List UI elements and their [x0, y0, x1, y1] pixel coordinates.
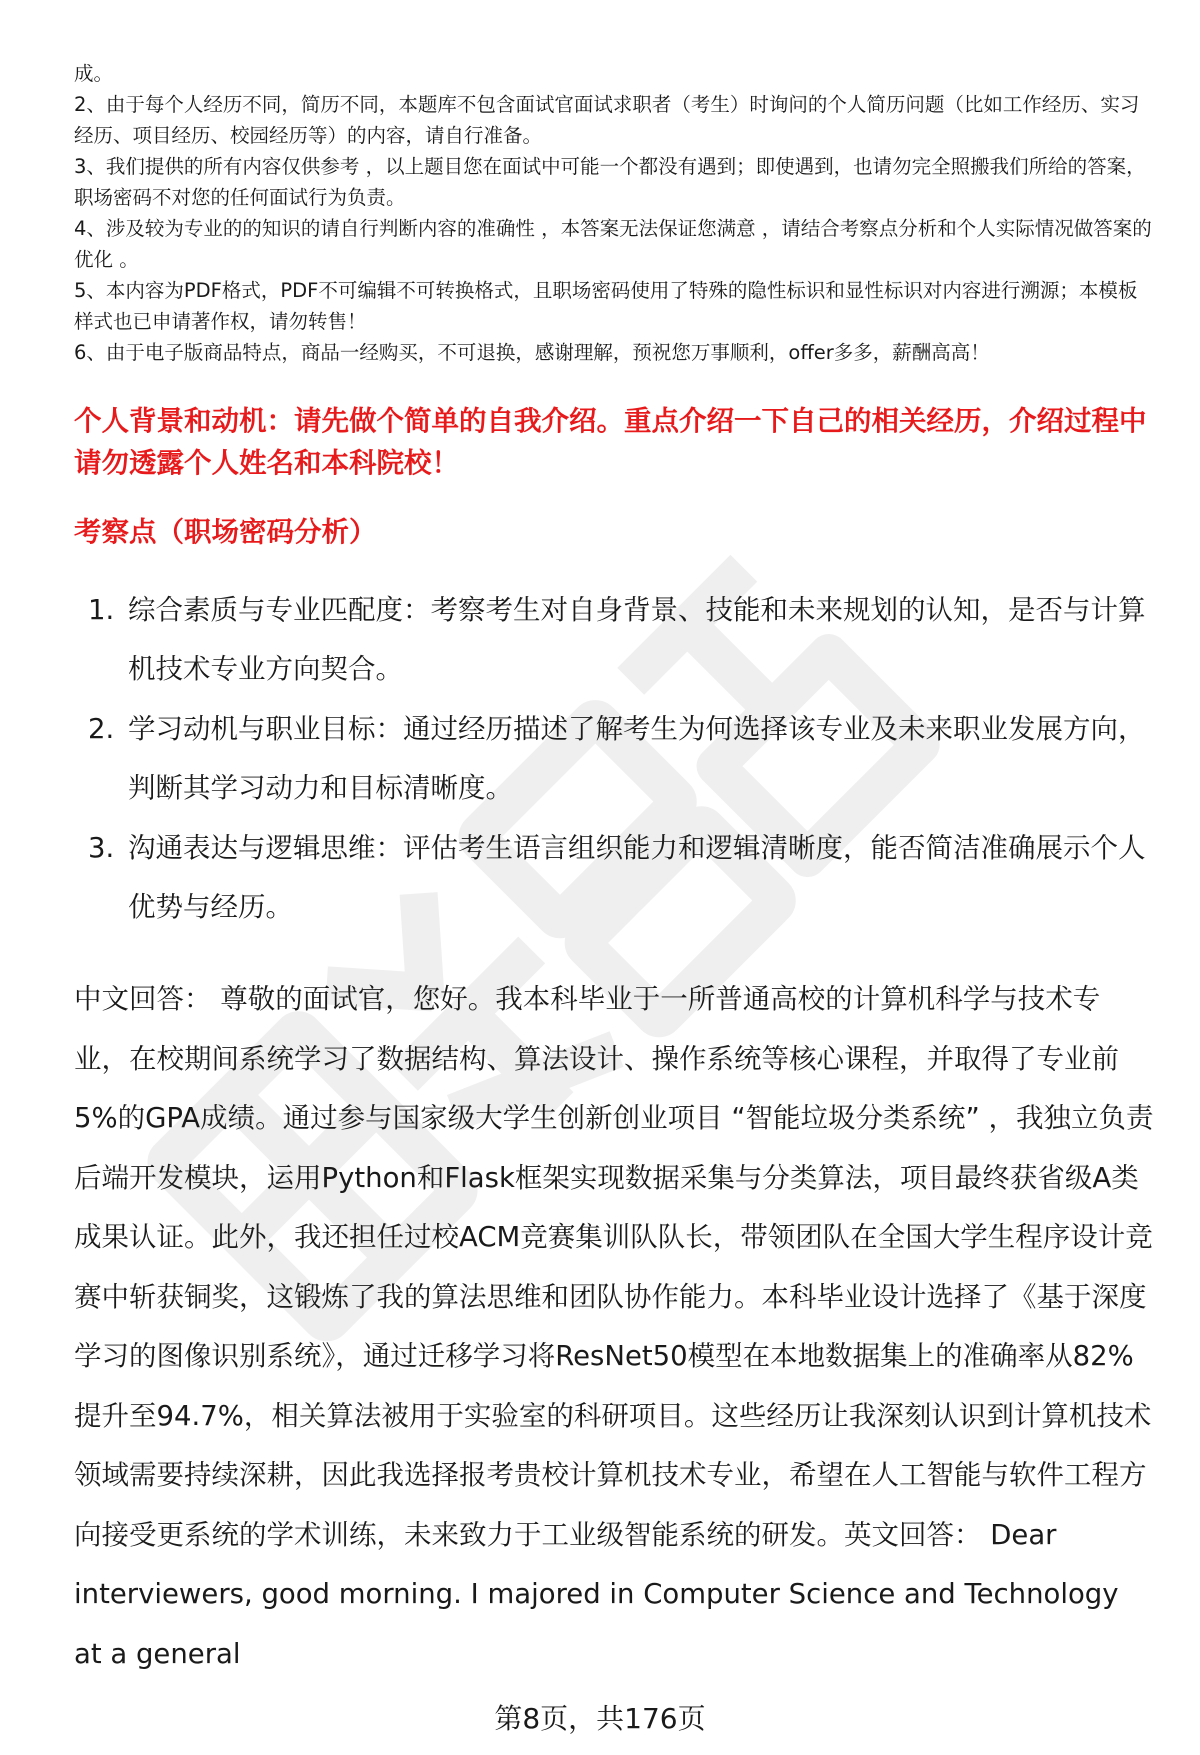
answer-paragraph: 中文回答： 尊敬的面试官，您好。我本科毕业于一所普通高校的计算机科学与技术专业，在校期间系统学习了数据结构、算法设计、操作系统等核心课程，并取得了专业前5%的GPA成绩。通过参与国家级大学生创新创业项目 “智能垃圾分类系统” ，我独立负责后端开发模块，运用Python和Flask框架实现数据采集与分类算法，项目最终获省级A类成果认证。此外，我还担任过校ACM竞赛集训队队长，带领团队在全国大学生程序设计竞赛中斩获铜奖，这锻炼了我的算法思维和团队协作能力。本科毕业设计选择了《基于深度学习的图像识别系统》，通过迁移学习将ResNet50模型在本地数据集上的准确率从82%提升至94.7%，相关算法被用于实验室的科研项目。这些经历让我深刻认识到计算机技术领域需要持续深耕，因此我选择报考贵校计算机技术专业，希望在人工智能与软件工程方向接受更系统的学术训练，未来致力于工业级智能系统的研发。英文回答： Dear interviewers, good morning. I majored in Computer Science and Technology at a general — [74, 983, 1154, 1670]
question-heading: 个人背景和动机：请先做个简单的自我介绍。重点介绍一下自己的相关经历，介绍过程中请勿透露个人姓名和本科院校！ — [74, 405, 1147, 479]
section-title: 考察点（职场密码分析） — [74, 516, 377, 548]
list-item — [74, 819, 1154, 937]
notes-section — [74, 58, 1154, 368]
list-item-text: 沟通表达与逻辑思维：评估考生语言组织能力和逻辑清晰度，能否简洁准确展示个人优势与经历。 — [128, 832, 1146, 923]
note-item: 成。 — [74, 62, 114, 85]
list-item-text: 综合素质与专业匹配度：考察考生对自身背景、技能和未来规划的认知，是否与计算机技术专业方向契合。 — [128, 594, 1146, 685]
list-number: 3. — [88, 832, 115, 864]
note-item: 2、由于每个人经历不同，简历不同，本题库不包含面试官面试求职者（考生）时询问的个人简历问题（比如工作经历、实习经历、项目经历、校园经历等）的内容，请自行准备。 — [74, 93, 1140, 147]
note-item: 6、由于电子版商品特点，商品一经购买，不可退换，感谢理解，预祝您万事顺利，offer多多，薪酬高高！ — [74, 341, 990, 364]
note-item: 3、我们提供的所有内容仅供参考 ，以上题目您在面试中可能一个都没有遇到；即使遇到，也请勿完全照搬我们所给的答案，职场密码不对您的任何面试行为负责。 — [74, 155, 1146, 209]
list-number: 1. — [88, 594, 115, 626]
list-item — [74, 700, 1154, 818]
list-number: 2. — [88, 713, 115, 745]
note-item: 4、涉及较为专业的的知识的请自行判断内容的准确性 ，本答案无法保证您满意 ，请结合考察点分析和个人实际情况做答案的优化 。 — [74, 217, 1152, 271]
note-item: 5、本内容为PDF格式，PDF不可编辑不可转换格式，且职场密码使用了特殊的隐性标识和显性标识对内容进行溯源；本模板样式也已申请著作权，请勿转售！ — [74, 279, 1138, 333]
list-item — [74, 581, 1154, 699]
page-footer: 第8页，共176页 — [494, 1702, 706, 1735]
list-item-text: 学习动机与职业目标：通过经历描述了解考生为何选择该专业及未来职业发展方向，判断其学习动力和目标清晰度。 — [128, 713, 1146, 804]
assessment-points — [74, 581, 1154, 938]
